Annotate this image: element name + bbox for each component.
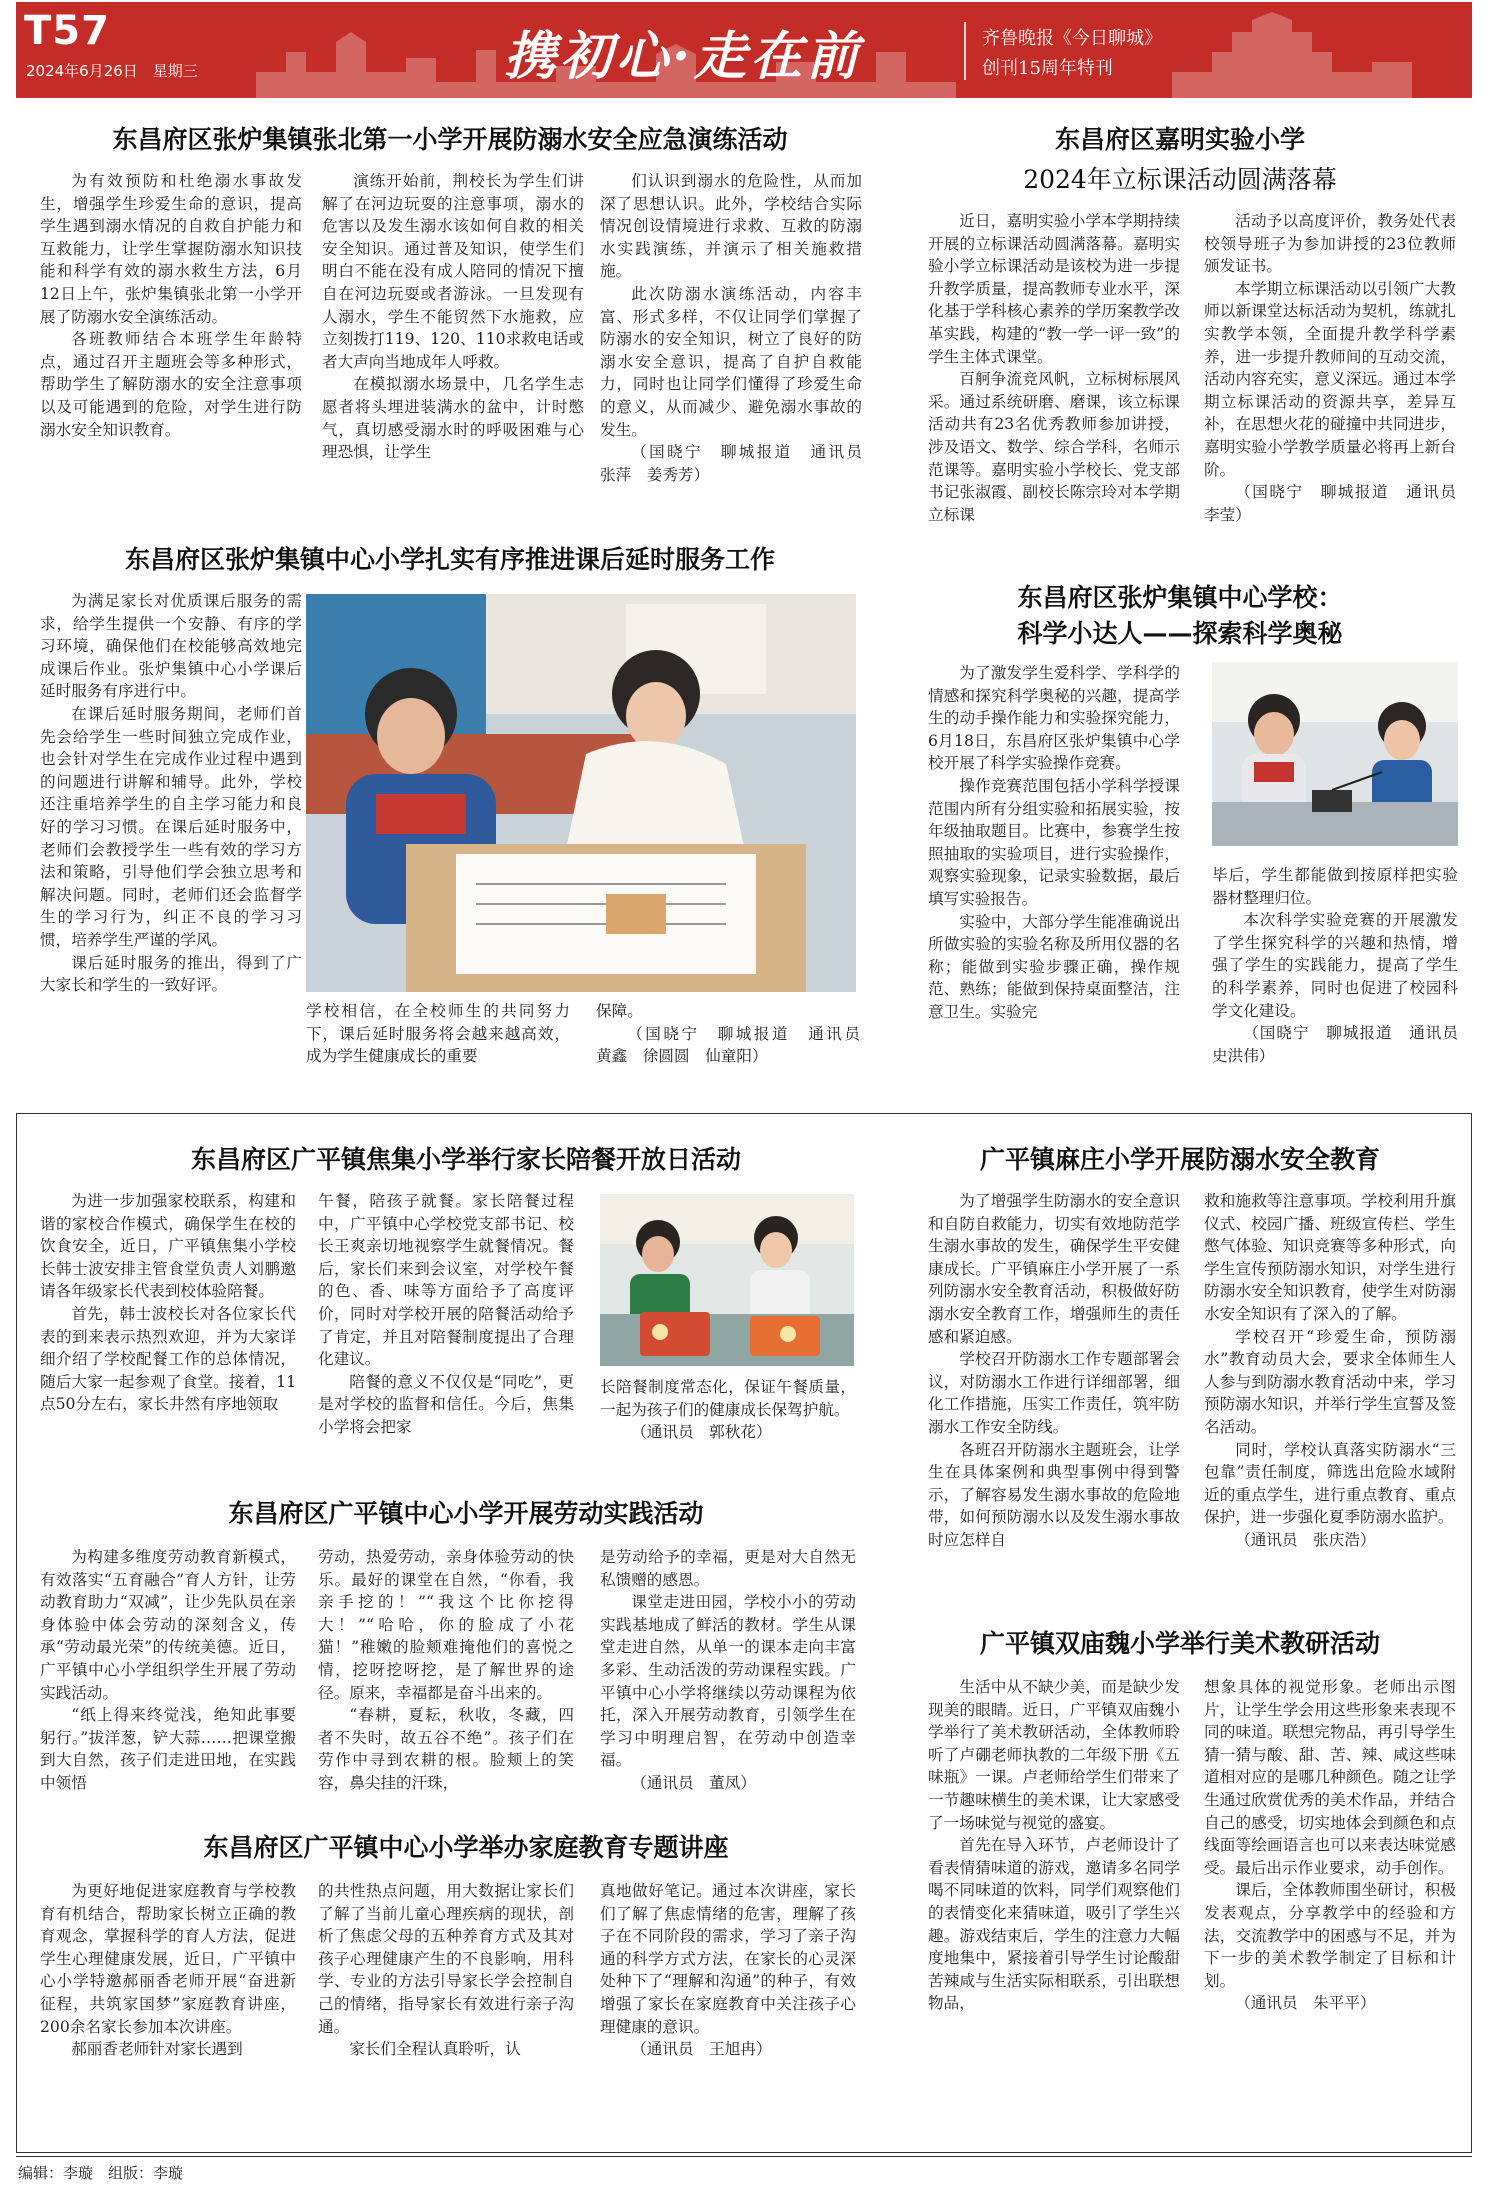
headline: 广平镇双庙魏小学举行美术教研活动: [979, 1629, 1380, 1658]
headline: 东昌府区广平镇中心小学开展劳动实践活动: [228, 1499, 704, 1528]
paragraph: 学校相信，在全校师生的共同努力下，课后延时服务将会越来越高效，成为学生健康成长的重要: [306, 1002, 570, 1066]
article-column: [40, 590, 302, 1080]
special-issue-label: 创刊15周年特刊: [982, 58, 1113, 79]
article-column: [928, 1190, 1180, 1598]
paragraph: 本学期立标课活动以引领广大教师以新课堂达标活动为契机，练就扎实教学本领，全面提升教学科学素养，进一步提升教师间的互动交流，活动内容充实，意义深远。通过本学期立标课活动的资源共享，差异互补，在思想火花的碰撞中共同进步，嘉明实验小学教学质量必将再上新台阶。: [1204, 279, 1456, 479]
parent-dining-photo: [600, 1194, 854, 1366]
article-column: [1204, 1676, 1456, 2140]
paragraph: 近日，嘉明实验小学本学期持续开展的立标课活动圆满落幕。嘉明实验小学立标课活动是该校为进一步提升教学质量，提高教师专业水平，深化基于学科核心素养的学历案教学改革实践，构建的“教一学一评一致”的学生主体式课堂。: [928, 212, 1180, 366]
paragraph: 的共性热点问题，用大数据让家长们了解了当前儿童心理疾病的现状，剖析了焦虑父母的五种养育方式及其对孩子心理健康产生的不良影响，用科学、专业的方法引导家长学会控制自己的情绪，指导家长有效进行亲子沟通。: [318, 1882, 574, 2036]
article-column: [600, 1880, 856, 2140]
paragraph: 操作竞赛范围包括小学科学授课范围内所有分组实验和拓展实验，按年级抽取题目。比赛中，参赛学生按照抽取的实验项目，进行实验操作，观察实验现象，记录实验数据，最后填写实验报告。: [928, 776, 1180, 908]
paragraph: 生活中从不缺少美，而是缺少发现美的眼睛。近日，广平镇双庙魏小学举行了美术教研活动，全体教师聆听了卢硼老师执教的二年级下册《五味瓶》一课。卢老师给学生们带来了一节趣味横生的美术课，让大家感受了一场味觉与视觉的盛宴。: [928, 1678, 1180, 1832]
paragraph: 家长们全程认真聆听，认: [349, 2040, 521, 2059]
paragraph: 为了增强学生防溺水的安全意识和自防自救能力，切实有效地防范学生溺水事故的发生，确保学生平安健康成长。广平镇麻庄小学开展了一系列防溺水安全教育活动，积极做好防溺水安全教育工作，增强师生的责任感和紧迫感。: [928, 1192, 1180, 1346]
paragraph: 毕后，学生都能做到按原样把实验器材整理归位。: [1212, 866, 1458, 907]
page-number: T57: [24, 8, 110, 54]
article-column: [928, 210, 1180, 562]
paragraph: “纸上得来终觉浅，绝知此事要躬行。”拔洋葱，铲大蒜……把课堂搬到大自然，孩子们走进田地，在实践中领悟: [40, 1706, 296, 1792]
paragraph: 想象具体的视觉形象。老师出示图片，让学生学会用这些形象来表现不同的味道。联想完物品，再引导学生猜一猜与酸、甜、苦、辣、咸这些味道相对应的是哪几种颜色。随之让学生通过欣赏优秀的美术作品，并结合自己的感受，切实地体会到颜色和点线面等绘画语言也可以来表达味觉感受。最后出示作业要求，动手创作。: [1204, 1678, 1456, 1877]
article-column: [596, 1000, 876, 1090]
paragraph: 为了激发学生爱科学、学科学的情感和探究科学奥秘的兴趣，提高学生的动手操作能力和实验探究能力，6月18日，东昌府区张炉集镇中心学校开展了科学实验操作竞赛。: [928, 664, 1180, 773]
newspaper-name: 齐鲁晚报《今日聊城》: [982, 28, 1162, 49]
byline: （通讯员 张庆浩）: [1235, 1530, 1376, 1549]
paragraph: 保障。: [596, 1002, 643, 1020]
paragraph: 首先，韩士波校长对各位家长代表的到来表示热烈欢迎，并为大家详细介绍了学校配餐工作的总体情况，随后大家一起参观了食堂。接着，11点50分左右，家长井然有序地领取: [40, 1304, 296, 1414]
paragraph: 长陪餐制度常态化，保证午餐质量，一起为孩子们的健康成长保驾护航。: [600, 1378, 856, 1419]
paragraph: 百舸争流竞风帆，立标树标展风采。通过系统研磨、磨课，该立标课活动共有23名优秀教师参加讲授，涉及语文、数学、综合学科，名师示范课等。嘉明实验小学校长、党支部书记张淑霞、副校长陈宗玲对本学期立标课: [928, 370, 1180, 524]
paragraph: 为更好地促进家庭教育与学校教育有机结合，帮助家长树立正确的教育观念，掌握科学的育人方法，促进学生心理健康发展，近日，广平镇中心小学特邀郝丽香老师开展“奋进新征程，共筑家国梦”家庭教育讲座，200余名家长参加本次讲座。: [40, 1882, 296, 2036]
paragraph: 同时，学校认真落实防溺水“三包靠”责任制度，筛选出危险水域附近的重点学生，进行重点教育、重点保护，进一步强化夏季防溺水监护。: [1204, 1440, 1456, 1527]
paragraph: 课堂走进田园，学校小小的劳动实践基地成了鲜活的教材。学生从课堂走进自然，从单一的课本走向丰富多彩、生动活泼的劳动课程实践。广平镇中心小学将继续以劳动课程为依托，深入开展劳动教育，引领学生在学习中明理启智，在劳动中创造幸福。: [600, 1593, 856, 1770]
article-column: [600, 170, 878, 522]
article-column: [600, 1546, 856, 1808]
paragraph: 在课后延时服务期间，老师们首先会给学生一些时间独立完成作业，也会针对学生在完成作业过程中遇到的问题进行讲解和辅导。此外，学校还注重培养学生的自主学习能力和良好的学习习惯。在课后延时服务中，老师们会教授学生一些有效的学习方法和策略，引导他们学会独立思考和解决问题。同时，老师们还会监督学生的学习行为，纠正不良的学习习惯，培养学生严谨的学风。: [40, 704, 302, 949]
banner-slogan: 携初心·走在前: [504, 26, 863, 87]
banner-divider: [964, 22, 966, 80]
article-column: [318, 1190, 574, 1480]
editor-credit: 编辑：李璇 组版：李璇: [18, 2164, 184, 2182]
masthead-banner: [16, 2, 1472, 98]
tower-graphic: [1172, 12, 1412, 98]
paragraph: 本次科学实验竞赛的开展激发了学生探究科学的兴趣和热情，增强了学生的实践能力，提高了学生的科学素养，同时也促进了校园科学文化建设。: [1212, 911, 1458, 1020]
paragraph: 学校召开“珍爱生命，预防溺水”教育动员大会，要求全体师生人人参与到防溺水教育活动中来，学习预防溺水知识，并举行学生宣誓及签名活动。: [1204, 1327, 1456, 1436]
paragraph: 劳动，热爱劳动，亲身体验劳动的快乐。最好的课堂在自然，“你看，我亲手挖的！”“我这个比你挖得大！”“哈哈，你的脸成了小花猫！”稚嫩的脸颊难掩他们的喜悦之情，挖呀挖呀挖，是了解世界的途径。原来，幸福都是奋斗出来的。: [318, 1548, 574, 1702]
article-column: [1212, 864, 1474, 1082]
paragraph: 救和施救等注意事项。学校利用升旗仪式、校园广播、班级宣传栏、学生憋气体验、知识竞赛等多种形式，向学生宣传预防溺水知识，对学生进行防溺水安全知识教育，使学生对防溺水安全知识有了深入的了解。: [1204, 1192, 1456, 1323]
paragraph: 此次防溺水演练活动，内容丰富、形式多样，不仅让同学们掌握了防溺水的安全知识，树立了良好的防溺水安全意识，提高了自护自救能力，同时也让同学们懂得了珍爱生命的意义，从而减少、避免溺水事故的发生。: [600, 284, 862, 439]
headline-line2: 科学小达人——探索科学奥秘: [1017, 619, 1343, 648]
byline: （通讯员 朱平平）: [1235, 1994, 1376, 2013]
article-column: [318, 1880, 574, 2140]
byline: （国晓宁 聊城报道 通讯员 张萍 姜秀芳）: [600, 443, 878, 484]
paragraph: 课后，全体教师围坐研讨，积极发表观点，分享教学中的经验和方法，交流教学中的困惑与不足，并为下一步的美术教学制定了目标和计划。: [1204, 1881, 1456, 1990]
paragraph: 真地做好笔记。通过本次讲座，家长们了解了焦虑情绪的危害，理解了孩子在不同阶段的需求，学习了亲子沟通的科学方式方法，在家长的心灵深处种下了“理解和沟通”的种子，有效增强了家长在家庭教育中关注孩子心理健康的意识。: [600, 1882, 856, 2036]
afterschool-tutoring-photo: [306, 594, 856, 992]
article-column: [1204, 1190, 1456, 1598]
paragraph: 实验中，大部分学生能准确说出所做实验的实验名称及所用仪器的名称；能做到实验步骤正确，操作规范、熟练；能做到保持桌面整洁，注意卫生。实验完: [928, 912, 1180, 1021]
article-column: [40, 1880, 296, 2140]
paragraph: 各班召开防溺水主题班会，让学生在具体案例和典型事例中得到警示，了解容易发生溺水事故的危险地带，如何预防溺水以及发生溺水事故时应怎样自: [928, 1440, 1180, 1549]
photo-illustration: [1212, 662, 1458, 846]
article-column: [40, 170, 302, 522]
footer-rule: [16, 2156, 1472, 2157]
photo-illustration: [306, 594, 856, 992]
paragraph: 课后延时服务的推出，得到了广大家长和学生的一致好评。: [40, 953, 302, 995]
issue-date: 2024年6月26日 星期三: [26, 62, 198, 80]
paragraph: 首先在导入环节，卢老师设计了看表情猜味道的游戏，邀请多名同学喝不同味道的饮料，同学们观察他们的表情变化来猜味道，吸引了学生兴趣。游戏结束后，学生的注意力大幅度地集中，紧接着引导学生讨论酸甜苦辣咸与生活实际相联系，引出联想物品，: [928, 1836, 1180, 2013]
article-column: [306, 1000, 570, 1090]
byline: （国晓宁 聊城报道 通讯员 史洪伟）: [1212, 1024, 1474, 1065]
paragraph: 各班教师结合本班学生年龄特点，通过召开主题班会等多种形式，帮助学生了解防溺水的安全注意事项以及可能遇到的危险，对学生进行防溺水安全知识教育。: [40, 330, 302, 439]
photo-illustration: [600, 1194, 854, 1366]
byline: （国晓宁 聊城报道 通讯员 李莹）: [1204, 483, 1472, 524]
paragraph: 是劳动给予的幸福，更是对大自然无私馈赠的感恩。: [600, 1548, 856, 1589]
paragraph: 学校召开防溺水工作专题部署会议，对防溺水工作进行详细部署，细化工作措施，压实工作责任，筑牢防溺水工作安全防线。: [928, 1350, 1180, 1436]
paragraph: 为满足家长对优质课后服务的需求，给学生提供一个安静、有序的学习环境，确保他们在校能够高效地完成课后作业。张炉集镇中心小学课后延时服务有序进行中。: [40, 592, 302, 701]
paragraph: 为有效预防和杜绝溺水事故发生，增强学生珍爱生命的意识，提高学生遇到溺水情况的自救自护能力和互救能力，让学生掌握防溺水知识技能和科学有效的溺水救生方法，6月12日上午，张炉集镇张北第一小学开展了防溺水安全演练活动。: [40, 172, 302, 326]
paragraph: 陪餐的意义不仅仅是“同吃”，更是对学校的监督和信任。今后，焦集小学将会把家: [318, 1372, 574, 1436]
article-column: [600, 1376, 856, 1486]
headline-line2: 2024年立标课活动圆满落幕: [1023, 165, 1337, 194]
paragraph: 演练开始前，荆校长为学生们讲解了在河边玩耍的注意事项，溺水的危害以及发生溺水该如何自救的相关安全知识。通过普及知识，使学生们明白不能在没有成人陪同的情况下擅自在河边玩耍或者游泳。一旦发现有人溺水，学生不能贸然下水施救，应立刻拨打119、120、110求救电话或者大声向当地成年人呼救。: [322, 172, 584, 371]
byline: （通讯员 王旭冉）: [631, 2040, 772, 2059]
byline: （通讯员 郭秋花）: [631, 1423, 772, 1442]
byline: （国晓宁 聊城报道 通讯员 黄鑫 徐圆圆 仙童阳）: [596, 1024, 876, 1066]
headline: 东昌府区张炉集镇中心小学扎实有序推进课后延时服务工作: [124, 545, 775, 574]
paragraph: 在模拟溺水场景中，几名学生志愿者将头埋进装满水的盆中，计时憋气，真切感受溺水时的呼吸困难与心理恐惧，让学生: [322, 375, 584, 462]
article-column: [1204, 210, 1472, 562]
paragraph: 郝丽香老师针对家长遇到: [71, 2040, 243, 2059]
paragraph: 为进一步加强家校联系，构建和谐的家校合作模式，确保学生在校的饮食安全，近日，广平镇焦集小学校长韩士波安排主管食堂负责人刘鹏邀请各年级家长代表到校体验陪餐。: [40, 1192, 296, 1301]
article-column: [928, 1676, 1180, 2140]
headline: 东昌府区广平镇中心小学举办家庭教育专题讲座: [203, 1833, 729, 1862]
article-column: [40, 1190, 296, 1480]
headline: 东昌府区广平镇焦集小学举行家长陪餐开放日活动: [190, 1145, 741, 1174]
article-column: [40, 1546, 296, 1808]
headline: 广平镇麻庄小学开展防溺水安全教育: [979, 1145, 1380, 1174]
science-experiment-photo: [1212, 662, 1458, 846]
headline-line1: 东昌府区嘉明实验小学: [1054, 125, 1305, 154]
headline-line1: 东昌府区张炉集镇中心学校：: [1017, 583, 1343, 612]
paragraph: 午餐，陪孩子就餐。家长陪餐过程中，广平镇中心学校党支部书记、校长王爽亲切地视察学生就餐情况。餐后，家长们来到会议室，对学校午餐的色、香、味等方面给予了高度评价，同时对学校开展的陪餐活动给予了肯定，并且对陪餐制度提出了合理化建议。: [318, 1192, 574, 1369]
paragraph: 为构建多维度劳动教育新模式，有效落实“五育融合”育人方针，让劳动教育助力“双减”，让少先队员在亲身体验中体会劳动的深刻含义，传承“劳动最光荣”的传统美德。近日，广平镇中心小学组织学生开展了劳动实践活动。: [40, 1548, 296, 1702]
article-column: [318, 1546, 574, 1808]
article-column: [322, 170, 584, 522]
headline: 东昌府区张炉集镇张北第一小学开展防溺水安全应急演练活动: [112, 125, 788, 154]
paragraph: 活动予以高度评价，教务处代表校领导班子为参加讲授的23位教师颁发证书。: [1204, 212, 1456, 276]
paragraph: “春耕，夏耘，秋收，冬藏，四者不失时，故五谷不绝”。孩子们在劳作中寻到农耕的根。脸颊上的笑容，鼻尖挂的汗珠，: [318, 1706, 574, 1792]
byline: （通讯员 董凤）: [631, 1773, 756, 1792]
article-column: [928, 662, 1180, 1082]
paragraph: 们认识到溺水的危险性，从而加深了思想认识。此外，学校结合实际情况创设情境进行求救、互救的防溺水实践演练，并演示了相关施救措施。: [600, 172, 862, 281]
